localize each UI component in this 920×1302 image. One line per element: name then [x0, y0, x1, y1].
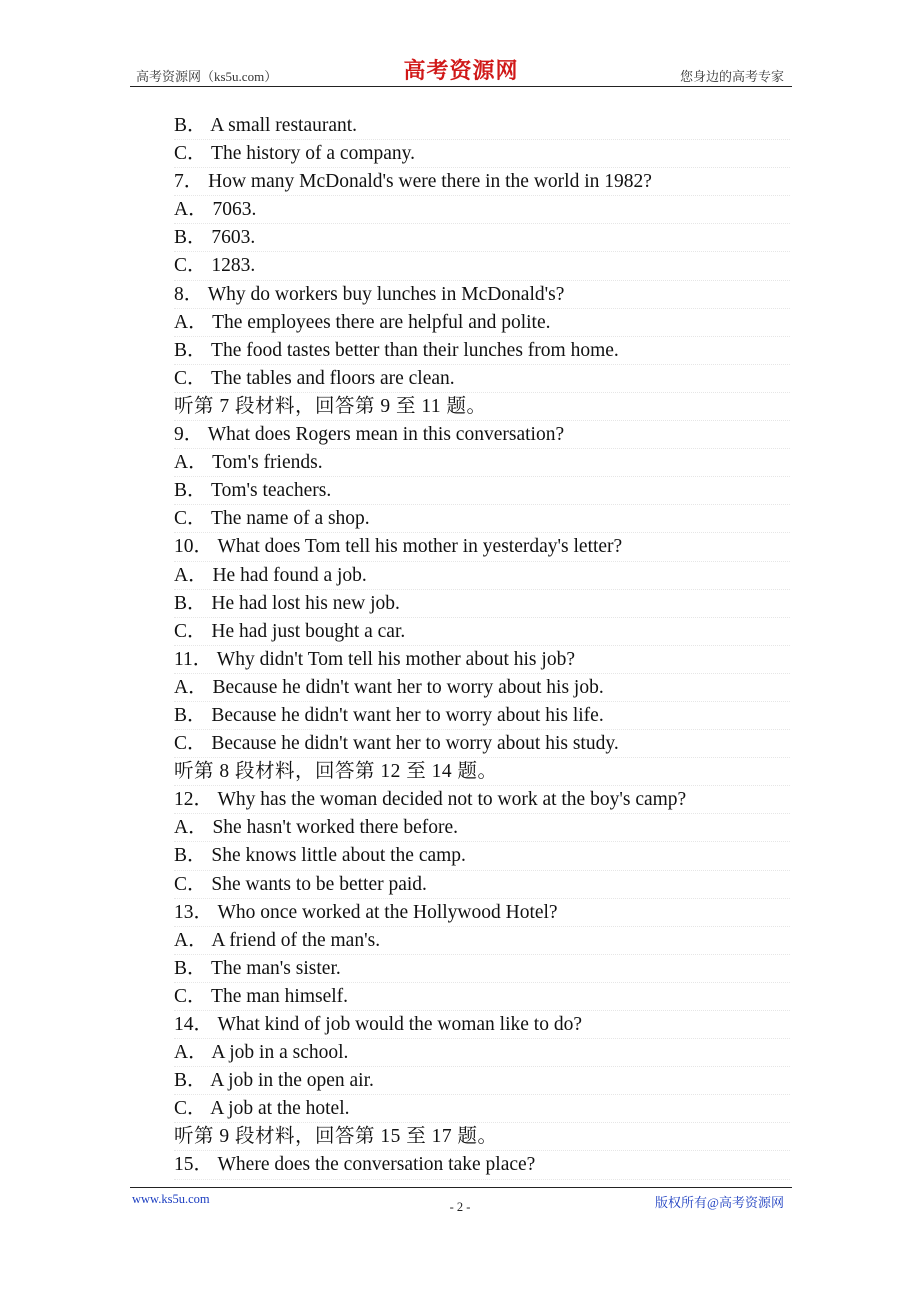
- option-line: A． Because he didn't want her to worry about his job.: [174, 674, 790, 702]
- option-line: B． She knows little about the camp.: [174, 842, 790, 870]
- question-line: 12． Why has the woman decided not to work at the boy's camp?: [174, 786, 790, 814]
- option-line: B． Because he didn't want her to worry about his life.: [174, 702, 790, 730]
- option-line: B． The man's sister.: [174, 955, 790, 983]
- question-line: 11． Why didn't Tom tell his mother about his job?: [174, 646, 790, 674]
- question-line: 10． What does Tom tell his mother in yesterday's letter?: [174, 533, 790, 561]
- header-logo: 高考资源网: [403, 58, 519, 83]
- question-line: 7． How many McDonald's were there in the world in 1982?: [174, 168, 790, 196]
- option-line: B． He had lost his new job.: [174, 590, 790, 618]
- option-line: C． The name of a shop.: [174, 505, 790, 533]
- page-number: - 2 -: [449, 1200, 471, 1214]
- option-line: C． She wants to be better paid.: [174, 871, 790, 899]
- option-line: B． 7603.: [174, 224, 790, 252]
- option-line: A． Tom's friends.: [174, 449, 790, 477]
- option-line: C． He had just bought a car.: [174, 618, 790, 646]
- section-instruction: 听第 9 段材料，回答第 15 至 17 题。: [174, 1123, 790, 1151]
- option-line: C． A job at the hotel.: [174, 1095, 790, 1123]
- header-divider: [130, 86, 792, 87]
- option-line: C． Because he didn't want her to worry about his study.: [174, 730, 790, 758]
- document-body: [174, 112, 790, 1180]
- footer-copyright: 版权所有@高考资源网: [655, 1195, 784, 1210]
- option-line: B． A job in the open air.: [174, 1067, 790, 1095]
- option-line: A． 7063.: [174, 196, 790, 224]
- page-header: [130, 50, 792, 86]
- option-line: B． The food tastes better than their lunches from home.: [174, 337, 790, 365]
- question-line: 15． Where does the conversation take place?: [174, 1151, 790, 1179]
- option-line: A． A job in a school.: [174, 1039, 790, 1067]
- option-line: A． He had found a job.: [174, 562, 790, 590]
- option-line: B． Tom's teachers.: [174, 477, 790, 505]
- option-line: A． She hasn't worked there before.: [174, 814, 790, 842]
- option-line: C． 1283.: [174, 252, 790, 280]
- footer-website-link[interactable]: www.ks5u.com: [132, 1192, 210, 1206]
- question-line: 8． Why do workers buy lunches in McDonald's?: [174, 281, 790, 309]
- question-line: 9． What does Rogers mean in this conversation?: [174, 421, 790, 449]
- question-line: 14． What kind of job would the woman like to do?: [174, 1011, 790, 1039]
- option-line: B． A small restaurant.: [174, 112, 790, 140]
- section-instruction: 听第 8 段材料，回答第 12 至 14 题。: [174, 758, 790, 786]
- header-slogan: 您身边的高考专家: [679, 69, 784, 84]
- option-line: C． The man himself.: [174, 983, 790, 1011]
- question-line: 13． Who once worked at the Hollywood Hotel?: [174, 899, 790, 927]
- header-source: 高考资源网（ks5u.com）: [136, 69, 278, 84]
- option-line: A． The employees there are helpful and polite.: [174, 309, 790, 337]
- option-line: C． The history of a company.: [174, 140, 790, 168]
- option-line: C． The tables and floors are clean.: [174, 365, 790, 393]
- footer-divider: [130, 1187, 792, 1188]
- option-line: A． A friend of the man's.: [174, 927, 790, 955]
- section-instruction: 听第 7 段材料，回答第 9 至 11 题。: [174, 393, 790, 421]
